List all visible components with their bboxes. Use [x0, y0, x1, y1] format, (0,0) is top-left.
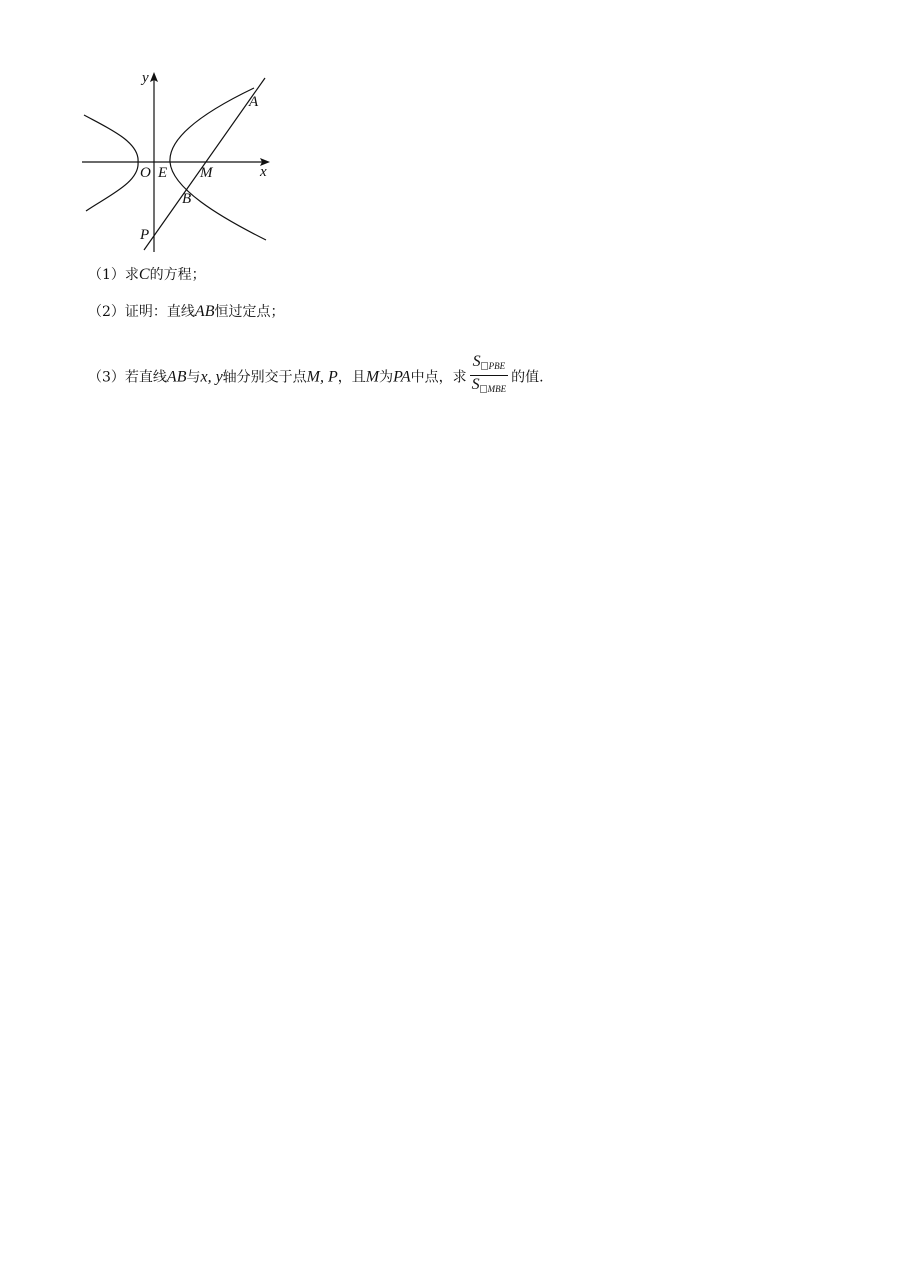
hyperbola-figure — [78, 66, 278, 256]
math-mp: M, P — [306, 368, 338, 386]
numerator-subscript-text: PBE — [488, 361, 506, 371]
label-o: O — [140, 165, 151, 181]
question-3-number: （3） — [88, 369, 125, 386]
label-m: M — [200, 165, 213, 181]
label-y: y — [142, 70, 149, 86]
denominator-s: S — [471, 376, 480, 393]
question-2-text-a: 证明：直线 — [124, 304, 195, 320]
question-1-text-b: 的方程； — [149, 267, 206, 283]
label-b: B — [182, 191, 192, 207]
question-3-text-d: ，且 — [337, 369, 366, 386]
label-a: A — [249, 94, 259, 110]
fraction-denominator — [470, 376, 509, 398]
question-1-text-a: 求 — [124, 267, 139, 283]
line-ab — [144, 78, 265, 250]
question-3-text-b: 与 — [186, 369, 201, 386]
label-p: P — [140, 227, 150, 243]
question-1 — [88, 265, 206, 285]
question-3 — [88, 355, 544, 400]
question-3-text-f: 中点，求 — [410, 369, 467, 386]
math-pa: PA — [393, 368, 411, 386]
question-3-text-g: 的值. — [511, 369, 544, 386]
math-ab: AB — [194, 303, 215, 320]
math-ab: AB — [166, 368, 187, 386]
hyperbola-left-branch — [84, 115, 138, 211]
fraction-numerator — [470, 353, 509, 376]
math-c: C — [138, 266, 150, 283]
math-xy: x, y — [200, 368, 223, 386]
question-3-text-e: 为 — [379, 369, 394, 386]
numerator-subscript — [481, 361, 506, 371]
triangle-symbol-box — [480, 385, 487, 393]
question-3-text-a: 若直线 — [124, 369, 167, 386]
question-3-text-c: 轴分别交于点 — [222, 369, 307, 386]
question-2-number: （2） — [88, 304, 125, 320]
question-2 — [88, 302, 284, 322]
label-x: x — [260, 164, 267, 180]
math-m: M — [365, 368, 380, 386]
denominator-subscript-text: MBE — [487, 384, 507, 394]
hyperbola-right-branch — [170, 88, 266, 240]
numerator-s: S — [472, 353, 481, 370]
question-1-number: （1） — [88, 267, 125, 283]
question-2-text-b: 恒过定点； — [214, 304, 285, 320]
denominator-subscript — [480, 384, 507, 394]
label-e: E — [158, 165, 168, 181]
area-ratio-fraction — [470, 353, 509, 398]
triangle-symbol-box — [481, 362, 488, 370]
